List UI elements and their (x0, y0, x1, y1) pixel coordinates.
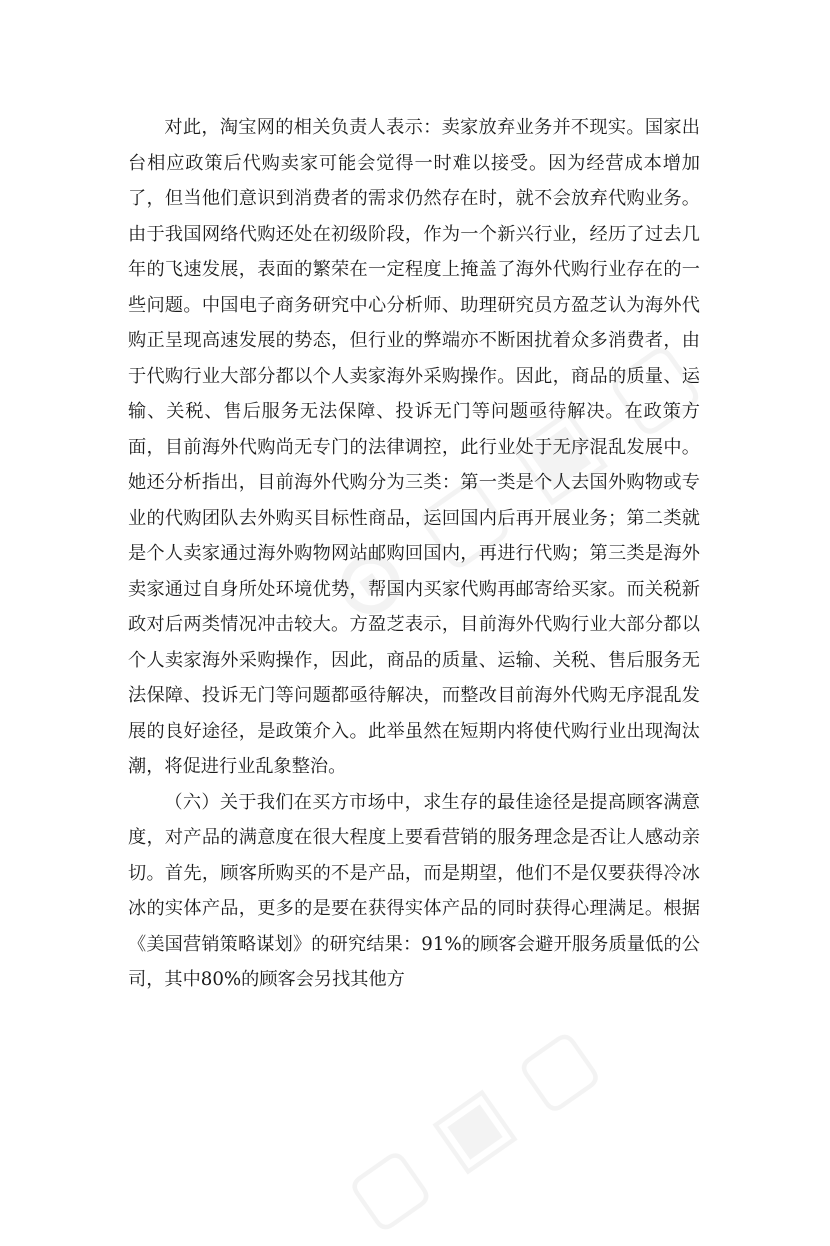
watermark-graphic (329, 1007, 614, 1245)
paragraph: 对此，淘宝网的相关负责人表示：卖家放弃业务并不现实。国家出台相应政策后代购卖家可能会觉得一时难以接受。因为经营成本增加了，但当他们意识到消费者的需求仍然存在时，就不会放弃代购业务。由于我国网络代购还处在初级阶段，作为一个新兴行业，经历了过去几年的飞速发展，表面的繁荣在一定程度上掩盖了海外代购行业存在的一些问题。中国电子商务研究中心分析师、助理研究员方盈芝认为海外代购正呈现高速发展的势态，但行业的弊端亦不断困扰着众多消费者，由于代购行业大部分都以个人卖家海外采购操作。因此，商品的质量、运输、关税、售后服务无法保障、投诉无门等问题亟待解决。在政策方面，目前海外代购尚无专门的法律调控，此行业处于无序混乱发展中。她还分析指出，目前海外代购分为三类：第一类是个人去国外购物或专业的代购团队去外购买目标性商品，运回国内后再开展业务；第二类就是个人卖家通过海外购物网站邮购回国内，再进行代购；第三类是海外卖家通过自身所处环境优势，帮国内买家代购再邮寄给买家。而关税新政对后两类情况冲击较大。方盈芝表示，目前海外代购行业大部分都以个人卖家海外采购操作，因此，商品的质量、运输、关税、售后服务无法保障、投诉无门等问题都亟待解决，而整改目前海外代购无序混乱发展的良好途径，是政策介入。此举虽然在短期内将使代购行业出现淘汰潮，将促进行业乱象整治。 (128, 117, 700, 777)
document-body (128, 110, 700, 998)
paragraph: （六）关于我们在买方市场中，求生存的最佳途径是提高顾客满意度，对产品的满意度在很大程度上要看营销的服务理念是否让人感动亲切。首先，顾客所购买的不是产品，而是期望，他们不是仅要获得冷冰冰的实体产品，更多的是要在获得实体产品的同时获得心理满足。根据《美国营销策略谋划》的研究结果：91%的顾客会避开服务质量低的公司，其中80%的顾客会另找其他方 (128, 791, 700, 990)
